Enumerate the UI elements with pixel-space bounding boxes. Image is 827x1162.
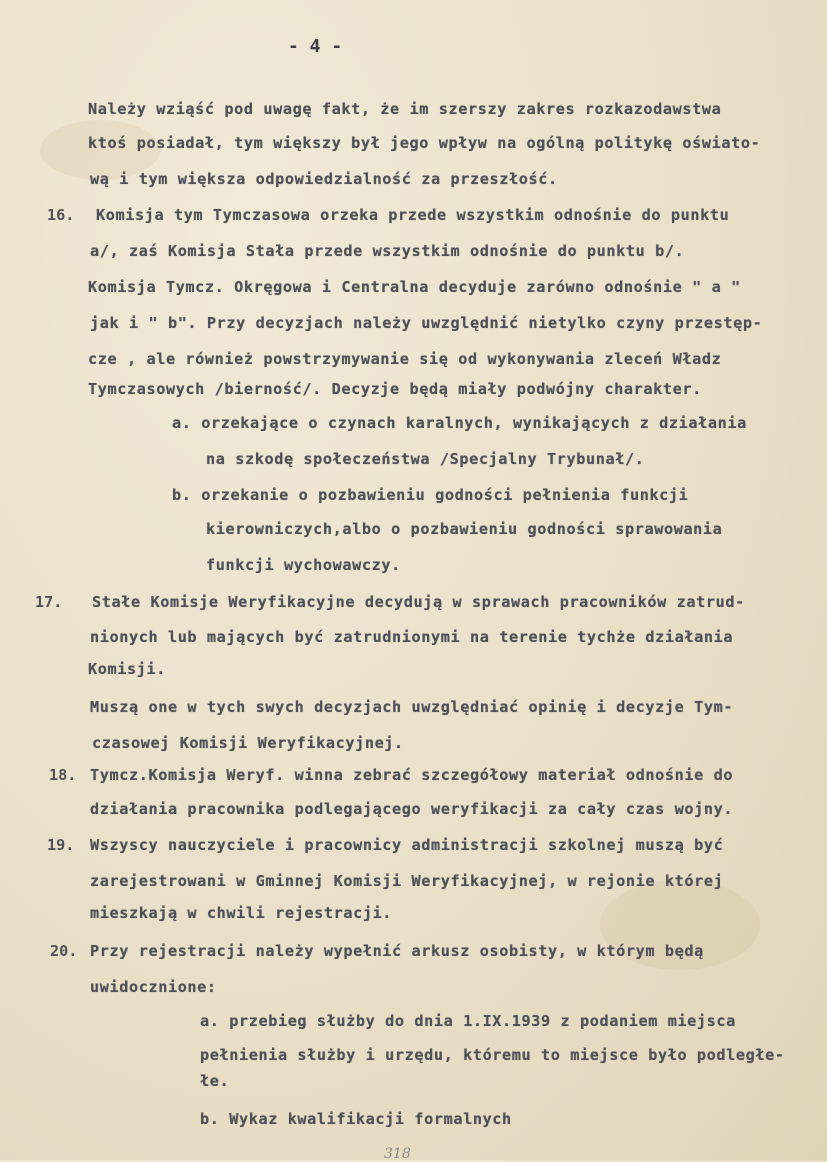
text-line: zarejestrowani w Gminnej Komisji Weryfikacyjnej, w rejonie której bbox=[90, 872, 724, 890]
text-line: działania pracownika podlegającego weryfikacji za cały czas wojny. bbox=[90, 800, 734, 818]
text-line: ktoś posiadał, tym większy był jego wpływ na ogólną politykę oświato- bbox=[88, 134, 761, 152]
text-line: funkcji wychowawczy. bbox=[206, 556, 401, 574]
text-line: Komisja tym Tymczasowa orzeka przede wszystkim odnośnie do punktu bbox=[96, 206, 730, 224]
text-line: Należy wziąść pod uwagę fakt, że im szerszy zakres rozkazodawstwa bbox=[88, 100, 722, 118]
paragraph-number: 18. bbox=[49, 766, 77, 784]
text-line: Muszą one w tych swych decyzjach uwzględniać opinię i decyzje Tym- bbox=[90, 698, 734, 716]
text-line: na szkodę społeczeństwa /Specjalny Trybunał/. bbox=[206, 450, 645, 468]
text-line: Przy rejestracji należy wypełnić arkusz osobisty, w którym będą bbox=[90, 942, 704, 960]
paragraph-number: 17. bbox=[35, 593, 63, 611]
text-line: cze , ale również powstrzymywanie się od wykonywania zleceń Władz bbox=[88, 350, 722, 368]
text-line: Komisji. bbox=[88, 660, 166, 678]
text-line: b. orzekanie o pozbawieniu godności pełnienia funkcji bbox=[172, 486, 689, 504]
text-line: b. Wykaz kwalifikacji formalnych bbox=[200, 1110, 512, 1128]
text-line: Wszyscy nauczyciele i pracownicy administracji szkolnej muszą być bbox=[90, 836, 724, 854]
text-line: czasowej Komisji Weryfikacyjnej. bbox=[92, 734, 404, 752]
paragraph-number: 20. bbox=[50, 942, 78, 960]
text-line: uwidocznione: bbox=[90, 978, 217, 996]
text-line: kierowniczych,albo o pozbawieniu godności sprawowania bbox=[206, 520, 723, 538]
text-line: nionych lub mających być zatrudnionymi na terenie tychże działania bbox=[90, 628, 734, 646]
text-line: łe. bbox=[200, 1072, 230, 1090]
text-line: mieszkają w chwili rejestracji. bbox=[90, 904, 393, 922]
text-line: wą i tym większa odpowiedzialność za przeszłość. bbox=[90, 170, 558, 188]
text-line: a. orzekające o czynach karalnych, wynikających z działania bbox=[172, 414, 747, 432]
text-line: Tymczasowych /bierność/. Decyzje będą miały podwójny charakter. bbox=[88, 380, 702, 398]
text-line: Stałe Komisje Weryfikacyjne decydują w sprawach pracowników zatrud- bbox=[92, 593, 745, 611]
text-line: Komisja Tymcz. Okręgowa i Centralna decyduje zarówno odnośnie " a " bbox=[88, 278, 741, 296]
pencil-annotation: 318 bbox=[384, 1146, 411, 1162]
page-number: - 4 - bbox=[288, 36, 343, 57]
text-line: a/, zaś Komisja Stała przede wszystkim odnośnie do punktu b/. bbox=[90, 242, 685, 260]
text-line: a. przebieg służby do dnia 1.IX.1939 z podaniem miejsca bbox=[200, 1012, 736, 1030]
text-line: Tymcz.Komisja Weryf. winna zebrać szczegółowy materiał odnośnie do bbox=[90, 766, 734, 784]
paragraph-number: 19. bbox=[47, 836, 75, 854]
text-line: jak i " b". Przy decyzjach należy uwzględnić nietylko czyny przestęp- bbox=[90, 314, 763, 332]
paragraph-number: 16. bbox=[47, 206, 75, 224]
text-line: pełnienia służby i urzędu, któremu to miejsce było podległe- bbox=[200, 1046, 785, 1064]
